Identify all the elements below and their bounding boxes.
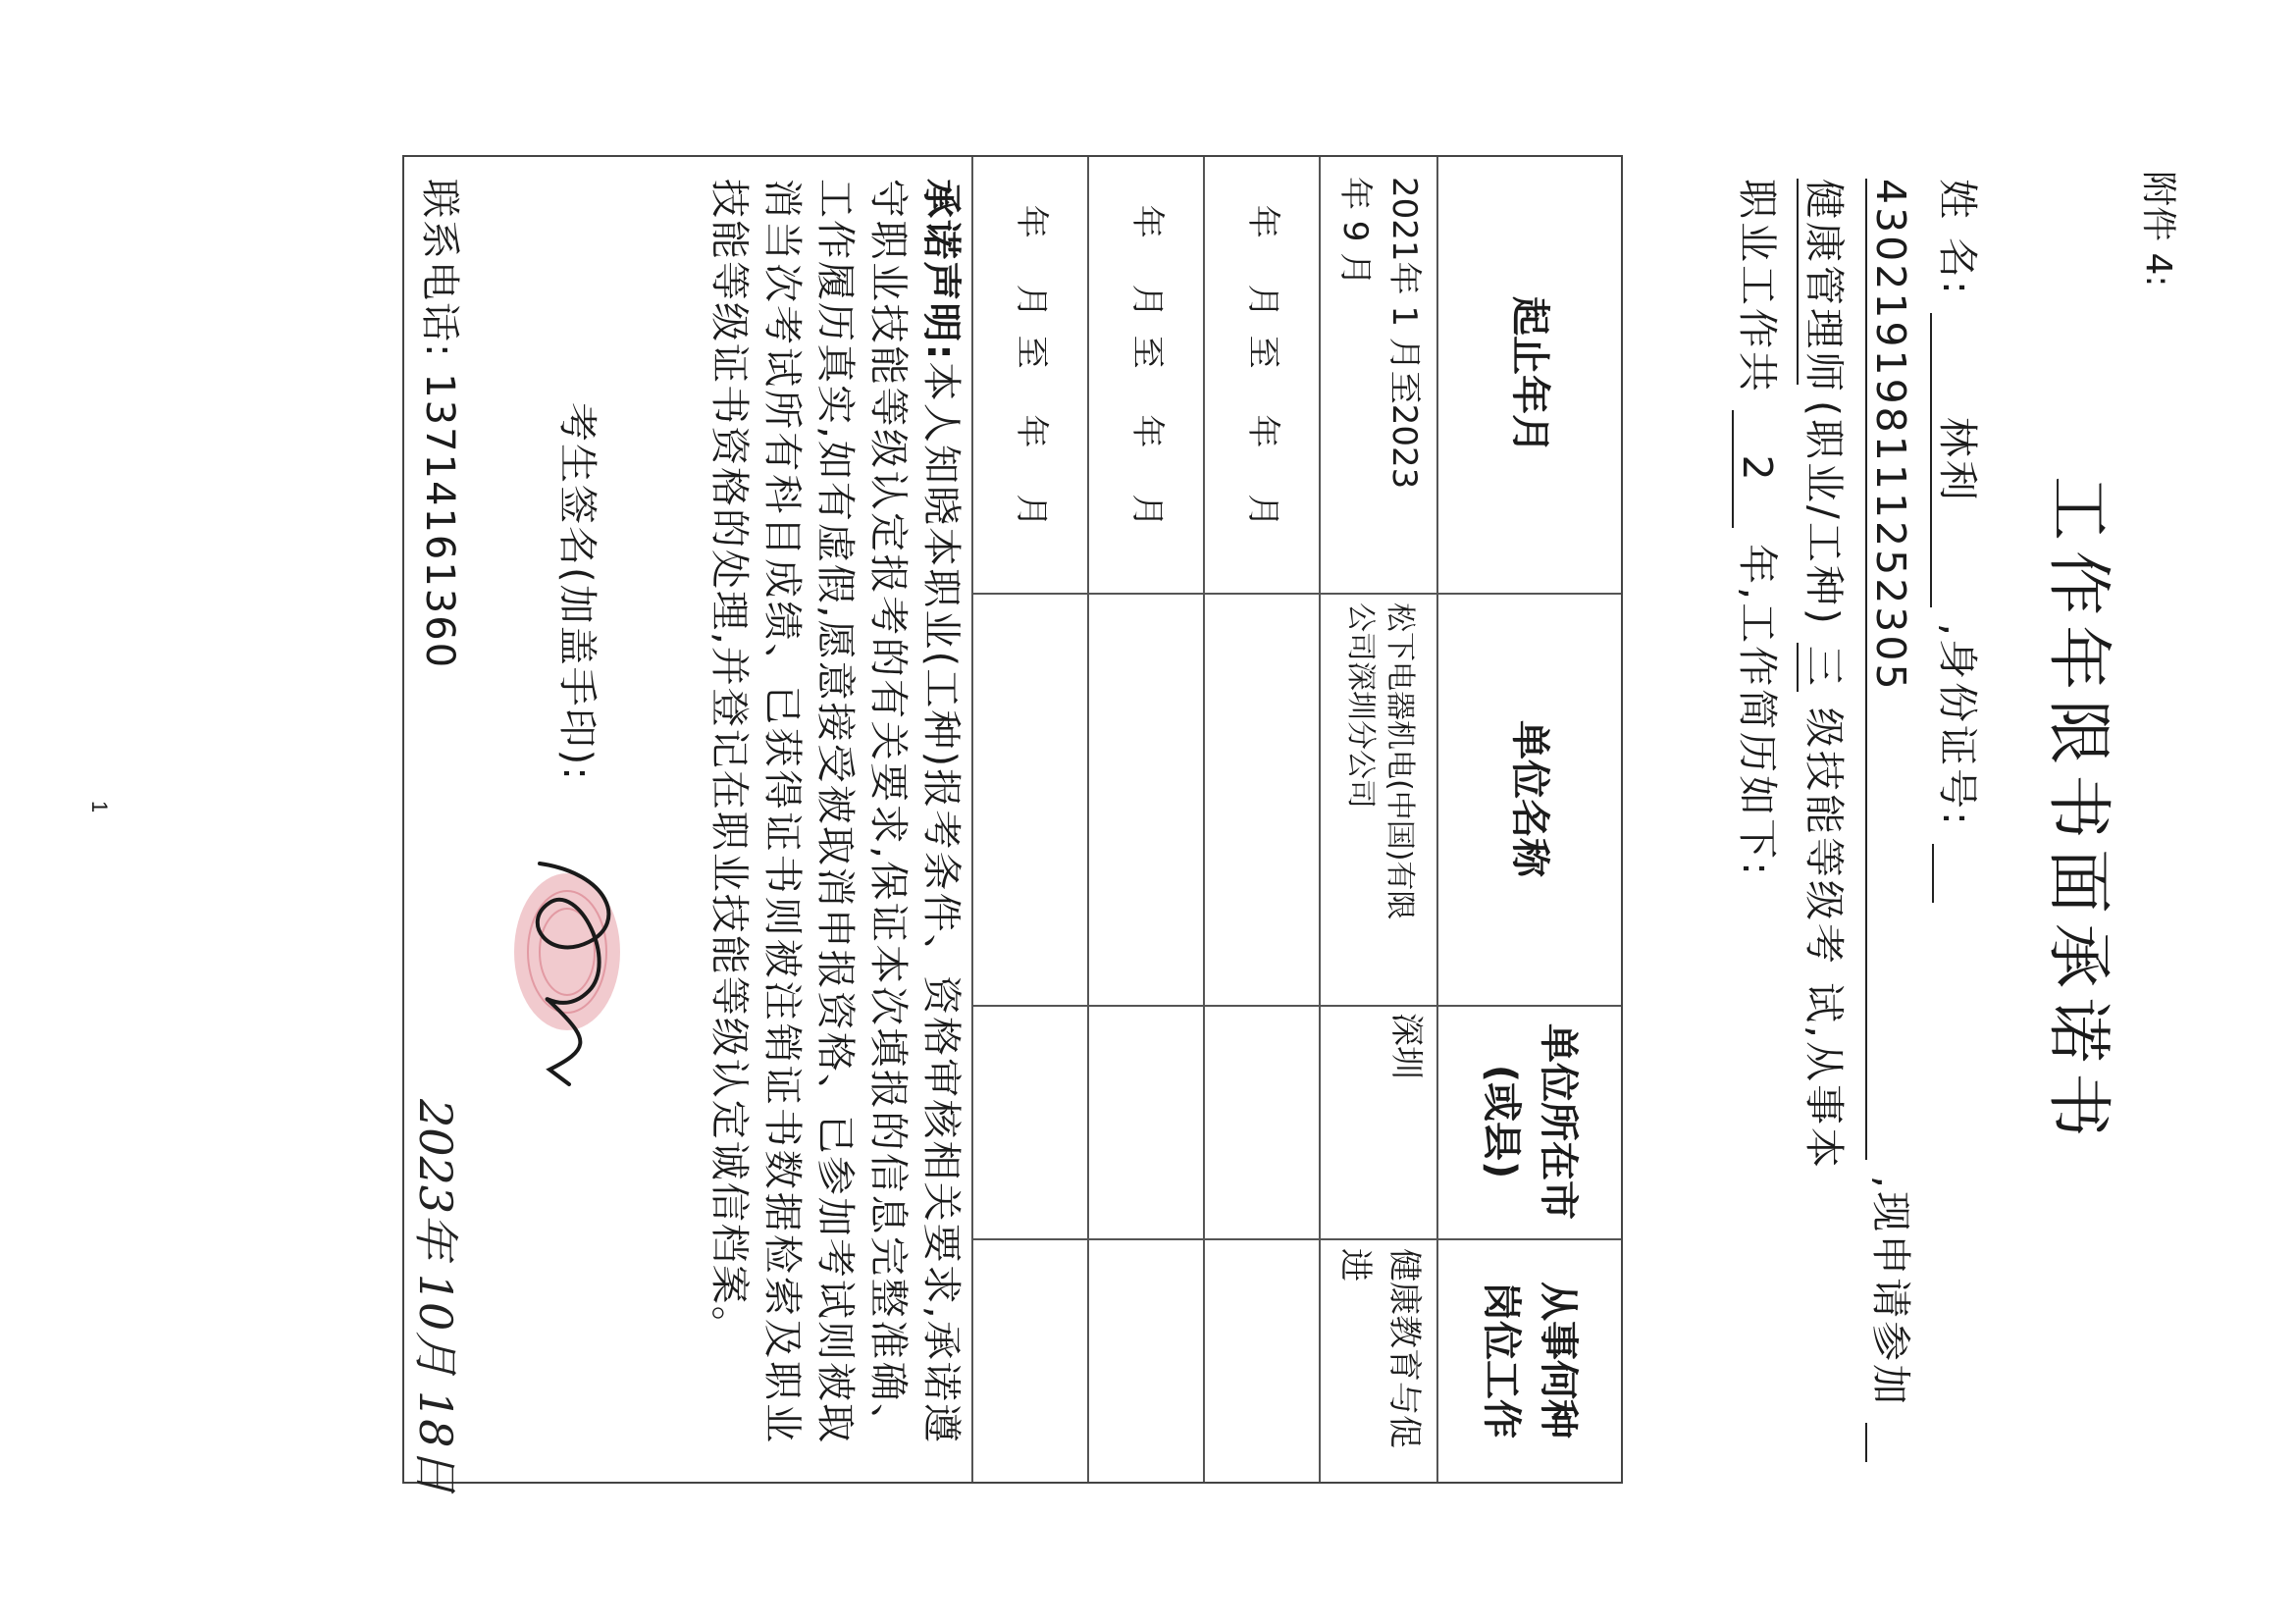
row2-role bbox=[1205, 1238, 1321, 1482]
level-suffix: 级技能等级考 试,从事本 bbox=[1800, 707, 1848, 1172]
id-blank bbox=[1932, 844, 1981, 903]
row3-period: 年 月至 年 月 bbox=[1127, 204, 1167, 546]
header-city-line1: 单位所在市 bbox=[1536, 1023, 1581, 1220]
intro-line-4 bbox=[1732, 179, 1790, 878]
row4-city bbox=[973, 1005, 1089, 1238]
phone-label: 联系电话: bbox=[417, 179, 462, 359]
pledge-statement bbox=[703, 179, 967, 1444]
header-role bbox=[1438, 1238, 1621, 1482]
row1-role bbox=[1321, 1238, 1438, 1482]
years-suffix: 年,工作简历如下: bbox=[1734, 544, 1781, 878]
signature-label: 考生签名(加盖手印): bbox=[554, 402, 600, 782]
header-period: 起止年月 bbox=[1507, 296, 1552, 453]
row1-company-line1: 松下电器机电(中国)有限 bbox=[1383, 602, 1417, 920]
name-value: 林利 bbox=[1930, 313, 1990, 607]
row1-period-line1: 2021年 1 月至2023 bbox=[1384, 177, 1424, 490]
intro-line-3 bbox=[1797, 179, 1856, 1171]
years-value: 2 bbox=[1732, 410, 1781, 528]
row1-period bbox=[1321, 157, 1438, 593]
work-history-table bbox=[402, 155, 1623, 1484]
row1-city: 深圳 bbox=[1386, 1013, 1426, 1079]
id-label: ,身份证号: bbox=[1934, 622, 1981, 828]
pledge-label: 承诺声明: bbox=[918, 179, 964, 362]
row4-period: 年 月至 年 月 bbox=[1012, 204, 1051, 546]
header-role-line2: 岗位工作 bbox=[1479, 1282, 1524, 1439]
row2-city bbox=[1205, 1005, 1321, 1238]
applying-blank bbox=[1865, 1423, 1914, 1462]
header-city bbox=[1438, 1005, 1621, 1238]
name-label: 姓 名: bbox=[1934, 179, 1981, 297]
row4-role bbox=[973, 1238, 1089, 1482]
level-value: 三 bbox=[1797, 643, 1856, 692]
row2-period: 年 月至 年 月 bbox=[1243, 204, 1282, 546]
page-number: 1 bbox=[87, 801, 112, 813]
signature-with-fingerprint bbox=[491, 834, 648, 1109]
intro-line-1 bbox=[1930, 179, 1990, 903]
row4-company bbox=[973, 593, 1089, 1005]
id-value: 430219198111252305 bbox=[1865, 179, 1914, 1160]
row1-period-line2: 年 9 月 bbox=[1335, 177, 1375, 287]
occupation-suffix: (职业/工种) bbox=[1800, 400, 1848, 627]
years-prefix: 职业工作共 bbox=[1734, 179, 1781, 394]
handwritten-date: 2023年 10月 18日 bbox=[409, 1099, 462, 1493]
row1-role-line2: 进 bbox=[1335, 1248, 1375, 1282]
attachment-label: 附件 4: bbox=[2138, 171, 2178, 288]
header-company: 单位名称 bbox=[1507, 720, 1552, 877]
pledge-text: 本人知晓本职业(工种)报考条件、资格审核相关要求,承诺遵守职业技能等级认定报考的有关要求,保证本次填报的信息完整准确、工作履历真实,如有虚假,愿意接受被取消申报资格、已参加考试则被取消当次考试所有科目成绩、已获得证书则被注销证书数据检索及职业技能等级证书资格的处理,并登记在职业技能等级认定诚信档案。 bbox=[706, 179, 964, 1444]
row3-city bbox=[1089, 1005, 1205, 1238]
contact-phone bbox=[415, 179, 471, 669]
row3-role bbox=[1089, 1238, 1205, 1482]
applying-text: ,现申请参加 bbox=[1867, 1176, 1914, 1408]
row3-company bbox=[1089, 593, 1205, 1005]
phone-value: 13714161360 bbox=[417, 373, 462, 670]
row1-company bbox=[1321, 593, 1438, 1005]
document-title: 工作年限书面承诺书 bbox=[2041, 476, 2116, 1147]
intro-line-2 bbox=[1865, 179, 1923, 1462]
header-city-line2: (或县) bbox=[1479, 1064, 1524, 1179]
row1-company-line2: 公司深圳分公司 bbox=[1343, 602, 1378, 809]
occupation-value: 健康管理师 bbox=[1797, 179, 1856, 385]
row1-role-line1: 健康教育与促 bbox=[1384, 1248, 1424, 1448]
header-role-line1: 从事何种 bbox=[1536, 1282, 1581, 1439]
row2-company bbox=[1205, 593, 1321, 1005]
